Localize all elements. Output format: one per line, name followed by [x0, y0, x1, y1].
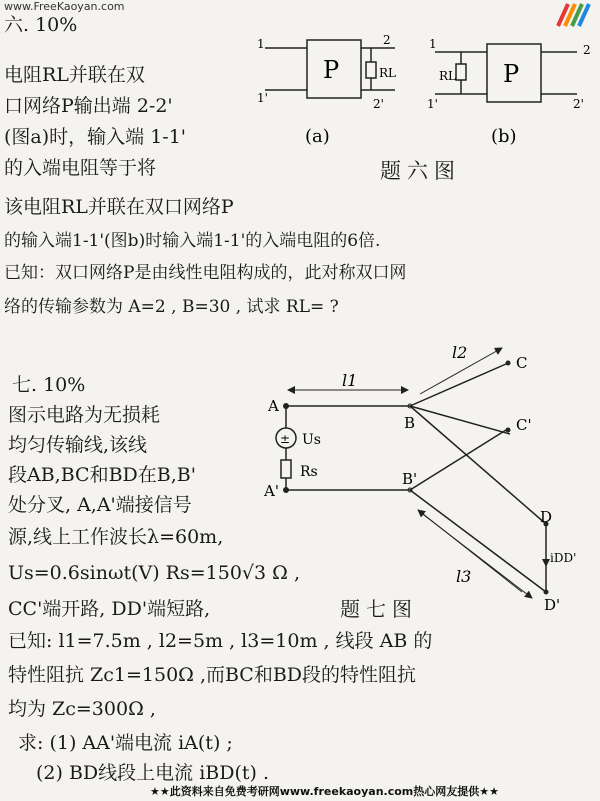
fig6b-sublabel: (b): [491, 126, 517, 147]
fig6a-resistor-label: RL: [379, 66, 397, 80]
figure7-caption: 题七图: [340, 597, 418, 621]
fig6b-port2b: 2': [573, 97, 584, 111]
problem7-line: 段AB,BC和BD在B,B': [8, 464, 196, 486]
problem6-line: 口网络P输出端 2-2': [4, 95, 173, 117]
fig7-rs-label: Rs: [300, 464, 318, 480]
problem7-line: 均匀传输线,该线: [8, 434, 148, 456]
problem7-line: 均为 Zc=300Ω ,: [8, 698, 156, 720]
fig7-node-c: C: [516, 354, 528, 372]
problem6-line: (图a)时，输入端 1-1': [4, 126, 187, 148]
fig7-l2-label: l2: [452, 343, 468, 362]
site-logo-icon: [554, 0, 594, 30]
problem7-line: CC'端开路, DD'端短路,: [8, 598, 211, 620]
fig6b-resistor-label: RL: [439, 69, 457, 83]
fig7-node-b2: B': [402, 470, 418, 488]
fig6b-port2: 2: [583, 43, 591, 57]
problem7-score: 七. 10%: [12, 374, 86, 396]
fig7-node-a: A: [268, 397, 279, 415]
problem6-line: 的输入端1-1'(图b)时输入端1-1'的入端电阻的6倍.: [4, 231, 381, 251]
problem7-line: 处分叉, A,A'端接信号: [8, 494, 192, 516]
fig7-node-d: D: [540, 508, 553, 526]
fig7-l3-label: l3: [456, 567, 472, 586]
figure-6b: [425, 28, 595, 158]
fig6b-port1b: 1': [427, 97, 438, 111]
fig7-node-a2: A': [264, 482, 279, 500]
problem6-line: 络的传输参数为 A=2 , B=30 , 试求 RL= ?: [4, 297, 339, 317]
footer-watermark: ★★此资料来自免费考研网www.freekaoyan.com热心网友提供★★: [150, 785, 499, 798]
problem6-score: 六. 10%: [4, 14, 78, 36]
fig6a-port1b: 1': [257, 91, 268, 105]
problem7-line: 求: (1) AA'端电流 iA(t) ;: [18, 732, 233, 754]
problem7-line: 源,线上工作波长λ=60m,: [8, 526, 224, 548]
fig6a-sublabel: (a): [305, 126, 330, 147]
figure-7: [260, 336, 580, 626]
problem7-line: 已知: l1=7.5m , l2=5m , l3=10m , 线段 AB 的: [8, 630, 433, 652]
fig7-us-label: Us: [302, 432, 321, 448]
fig7-l1-label: l1: [342, 371, 358, 390]
problem6-line: 已知：双口网络P是由线性电阻构成的，此对称双口网: [4, 263, 407, 283]
fig6a-port2b: 2': [373, 97, 384, 111]
fig7-node-c2: C': [516, 416, 532, 434]
fig6a-box-label: P: [323, 56, 340, 84]
fig6a-port2: 2: [383, 33, 391, 47]
fig6a-port1: 1: [257, 37, 265, 51]
problem7-line: (2) BD线段上电流 iBD(t) .: [36, 762, 270, 784]
site-watermark: www.FreeKaoyan.com: [4, 0, 125, 13]
svg-text:±: ±: [280, 432, 291, 446]
fig7-node-b: B: [404, 414, 416, 432]
problem6-line: 该电阻RL并联在双口网络P: [4, 196, 234, 218]
fig7-current-label: iDD': [550, 551, 577, 565]
problem6-line: 的入端电阻等于将: [4, 157, 157, 179]
problem7-line: 图示电路为无损耗: [8, 404, 161, 426]
fig7-node-d2: D': [544, 596, 561, 614]
fig6b-box-label: P: [503, 60, 520, 88]
figure-6a: [255, 28, 415, 158]
problem7-line: 特性阻抗 Zc1=150Ω ,而BC和BD段的特性阻抗: [8, 664, 417, 686]
problem7-line: Us=0.6sinωt(V) Rs=150√3 Ω ,: [8, 562, 300, 584]
fig6b-port1: 1: [429, 37, 437, 51]
problem6-line: 电阻RL并联在双: [4, 64, 145, 86]
figure6-caption: 题六图: [380, 159, 461, 183]
